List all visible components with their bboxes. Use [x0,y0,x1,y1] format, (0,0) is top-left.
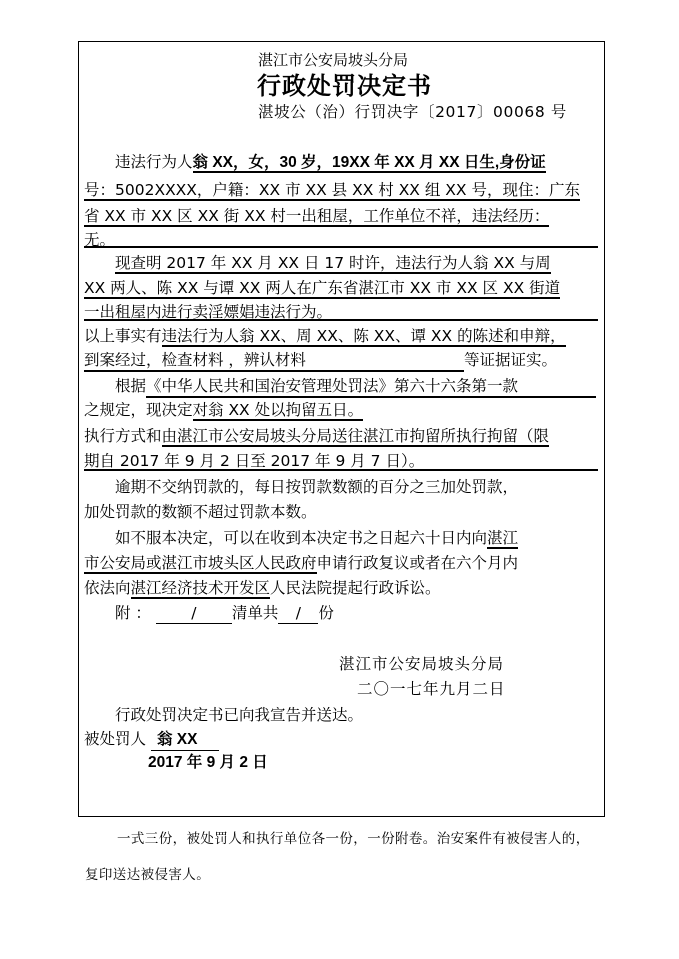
signature-agency: 湛江市公安局坡头分局 [339,655,505,673]
offender-line-2: 号：5002XXXX，户籍：XX 市 XX 县 XX 村 XX 组 XX 号，现住：广东 [84,181,580,199]
facts-line-1: 现查明 2017 年 XX 月 XX 日 17 时许，违法行为人翁 XX 与周 [115,254,551,272]
late-fee-line-1: 逾期不交纳罚款的，每日按罚款数额的百分之三加处罚款， [115,478,519,496]
document-number: 湛坡公（治）行罚决字〔2017〕00068 号 [258,103,567,121]
issuing-agency: 湛江市公安局坡头分局 [258,51,409,69]
execution-line-2: 期自 2017 年 9 月 2 日至 2017 年 9 月 7 日）。 [84,452,425,470]
receipt-date: 2017 年 9 月 2 日 [148,754,268,771]
underline-rule [84,469,598,471]
receipt-person-line: 被处罚人 翁 XX [84,729,598,753]
footer-note-line-1: 一式三份，被处罚人和执行单位各一份，一份附卷。治安案件有被侵害人的， [117,831,590,847]
offender-line-1: 违法行为人翁 XX，女，30 岁，19XX 年 XX 月 XX 日生,身份证 [115,153,546,171]
receipt-statement: 行政处罚决定书已向我宣告并送达。 [115,706,364,724]
offender-line-4: 无。 [84,231,116,249]
appeal-line-3: 依法向湛江经济技术开发区人民法院提起行政诉讼。 [84,579,441,597]
decision-line-1: 根据《中华人民共和国治安管理处罚法》第六十六条第一款 [84,376,629,400]
signature-date: 二〇一七年九月二日 [357,680,506,698]
document-title: 行政处罚决定书 [257,71,432,100]
attachment-count: / [278,603,318,624]
decision-line-2: 之规定，现决定对翁 XX 处以拘留五日。 [84,401,364,419]
late-fee-line-2: 加处罚款的数额不超过罚款本数。 [84,503,317,521]
execution-line-1: 执行方式和由湛江市公安局坡头分局送往湛江市拘留所执行拘留（限 [84,427,550,445]
facts-line-2: XX 两人、陈 XX 与谭 XX 两人在广东省湛江市 XX 市 XX 区 XX 街道 [84,279,561,297]
attachment-value: / [156,603,232,624]
attachment-line: 附 ： / 清单共 / 份 [115,604,334,622]
facts-line-3: 一出租屋内进行卖淫嫖娼违法行为。 [84,303,333,321]
receipt-person-name: 翁 XX [151,730,219,751]
footer-note-line-2: 复印送达被侵害人。 [85,867,211,883]
underline-rule [84,246,598,248]
offender-details: 翁 XX，女，30 岁，19XX 年 XX 月 XX 日生,身份证 [192,154,546,171]
appeal-line-2: 市公安局或湛江市坡头区人民政府申请行政复议或者在六个月内 [84,554,519,572]
evidence-line-1: 以上事实有违法行为人翁 XX、周 XX、陈 XX、谭 XX 的陈述和申辩， [84,327,566,345]
evidence-line-2: 到案经过，检查材料 ，辨认材料 等证据证实。 [84,350,598,374]
underline-rule [84,319,598,321]
offender-line-3: 省 XX 市 XX 区 XX 街 XX 村一出租屋，工作单位不祥，违法经历： [84,207,550,225]
appeal-line-1: 如不服本决定，可以在收到本决定书之日起六十日内向湛江 [115,529,519,547]
